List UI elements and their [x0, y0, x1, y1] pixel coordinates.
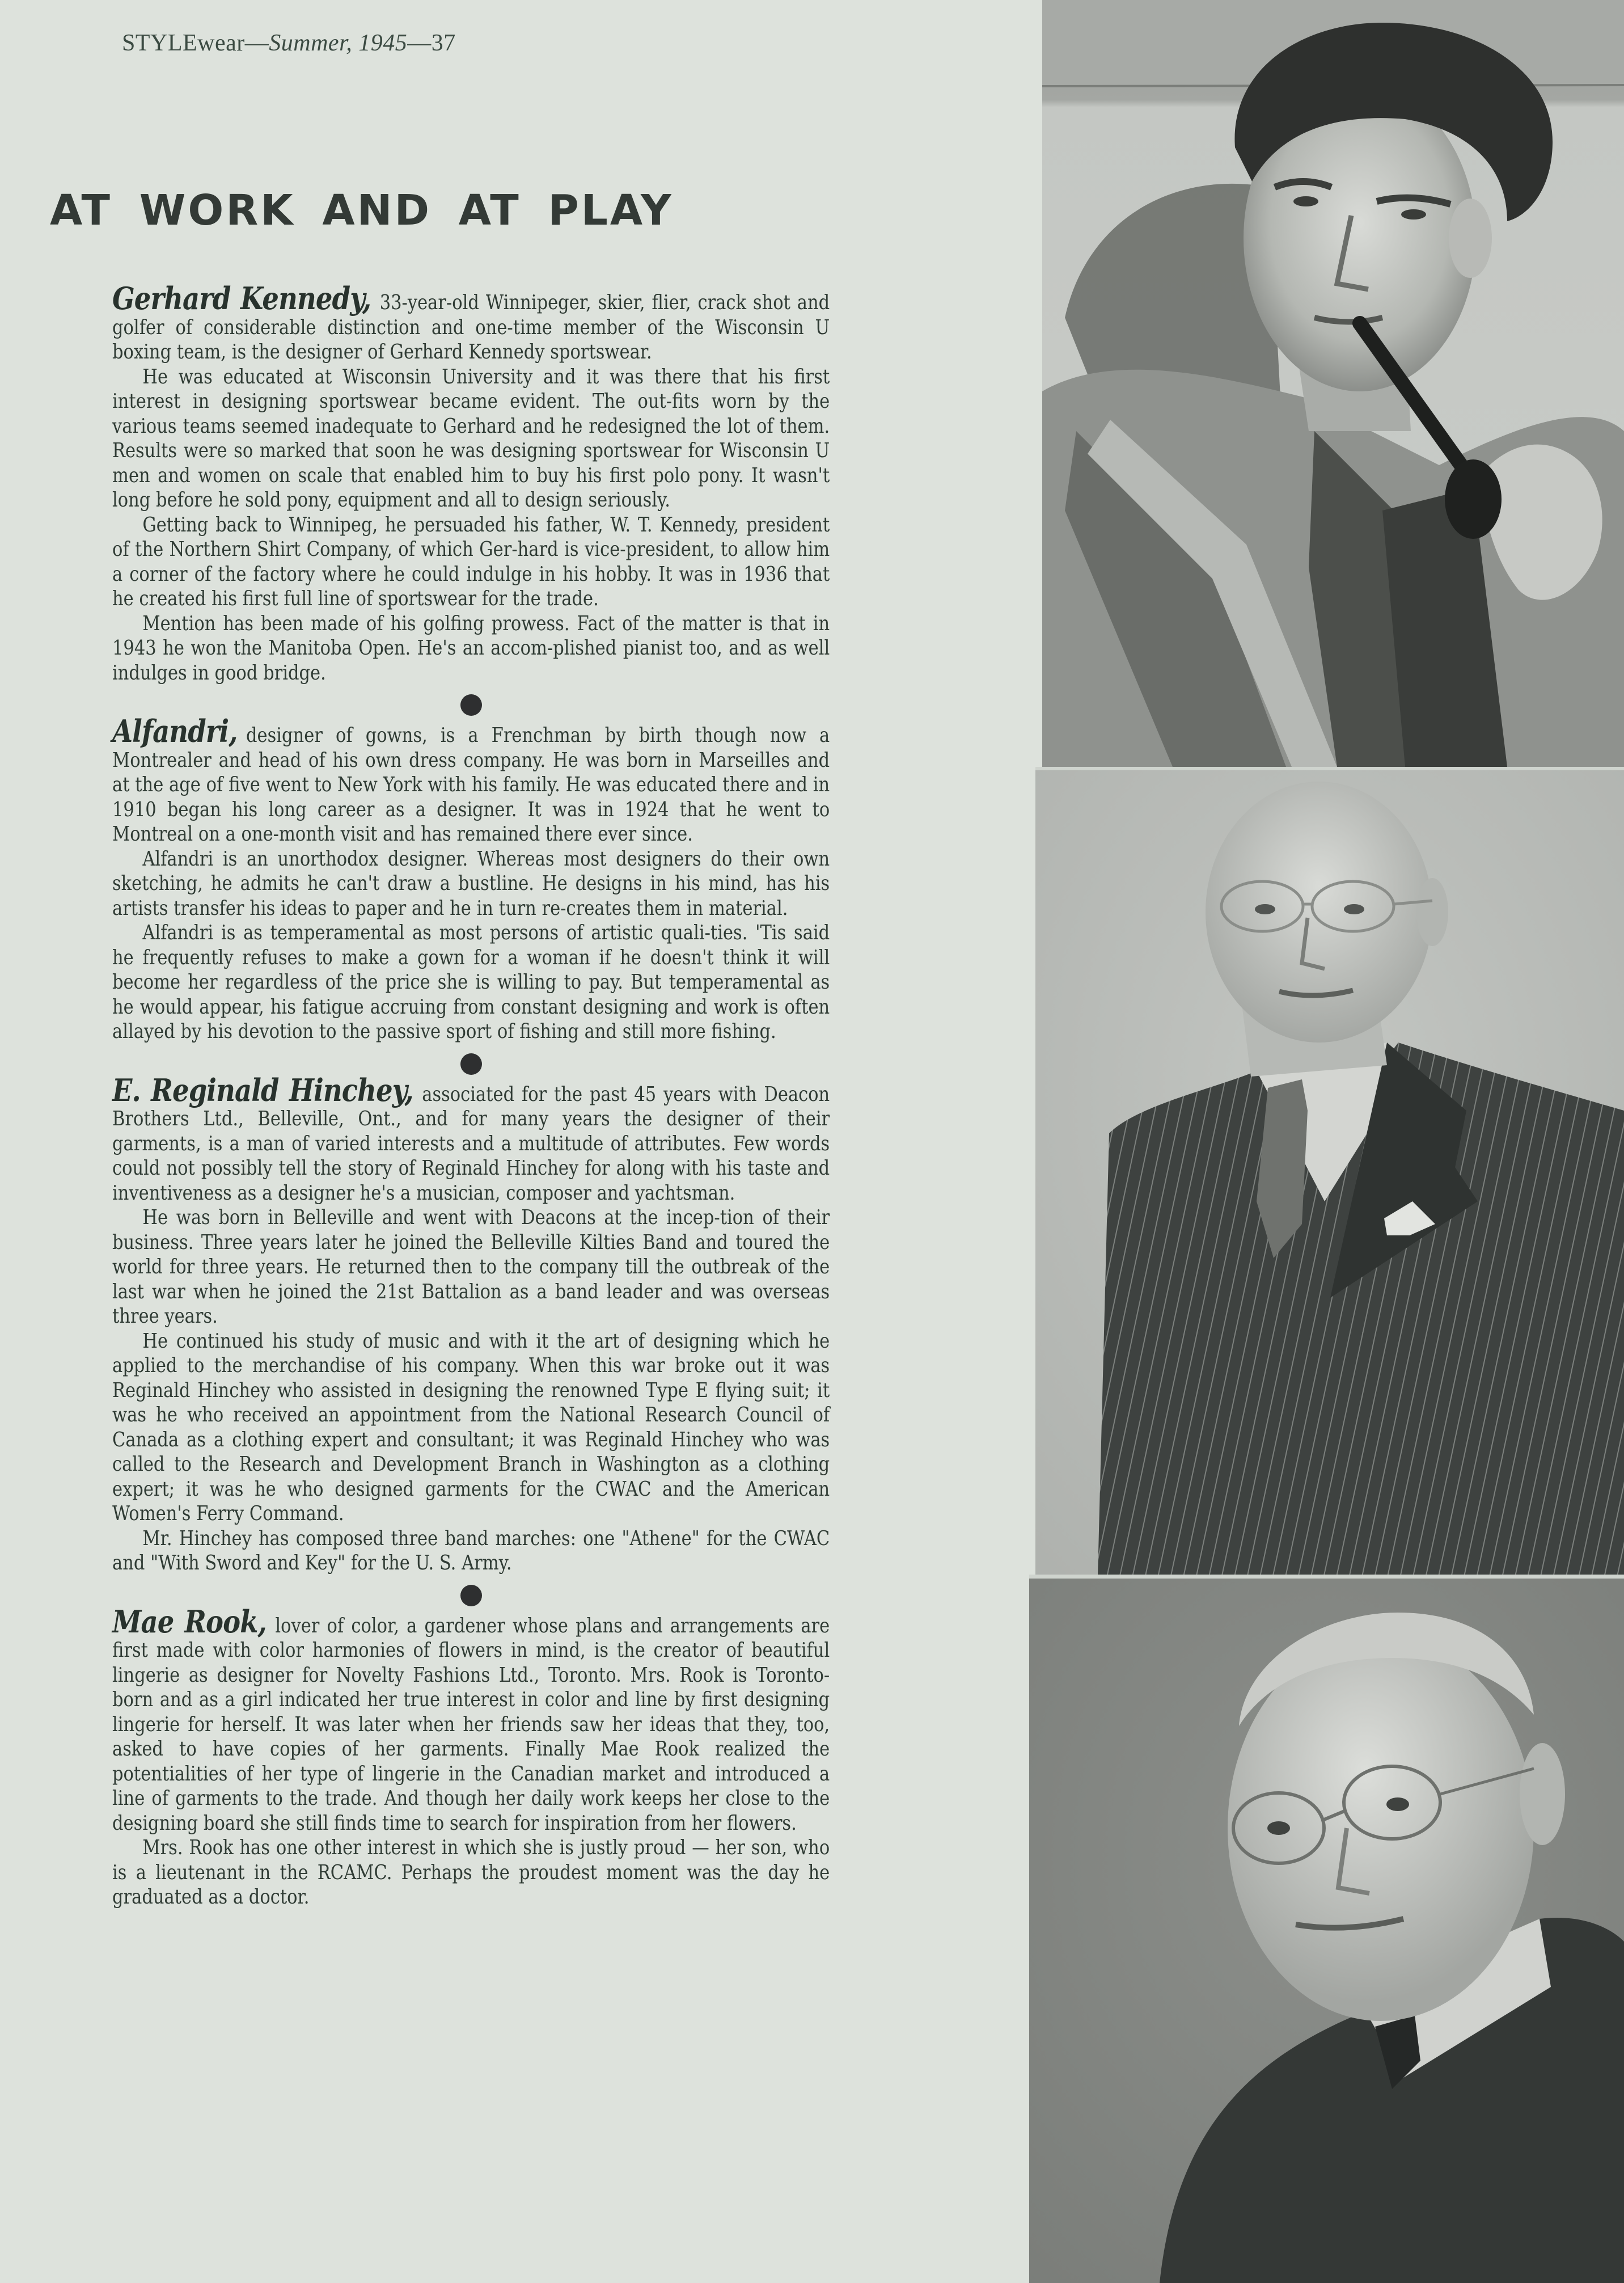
profile-alfandri	[112, 713, 830, 1044]
photo-divider	[1035, 767, 1624, 770]
paragraph-text: designer of gowns, is a Frenchman by birth though now a Montrealer and head of his own dress company. He was born in Marseilles and at the age of five went to New York with his family. He was educated there and in 1910 began his long career as a designer. It was in 1924 that he went to Montreal on a one-month visit and has remained there ever since.	[112, 724, 830, 846]
paragraph: He was educated at Wisconsin University and it was there that his first interest in designing sportswear became evident. The out-fits worn by the various teams seemed inadequate to Gerhard and he redesigned the lot of them. Results were so marked that soon he was designing sportswear for Wisconsin U men and women on scale that enabled him to buy his first polo pony. It wasn't long before he sold pony, equipment and all to design seriously.	[112, 365, 830, 512]
portrait-photo-man-in-pinstripe-suit	[1035, 770, 1624, 1575]
article-title: AT WORK AND AT PLAY	[50, 186, 674, 235]
paragraph	[112, 1603, 830, 1836]
portrait-image	[1042, 0, 1624, 767]
paragraph-text: 33-year-old Winnipeger, skier, flier, crack shot and golfer of considerable distinction and one-time member of the Wisconsin U boxing team, is the designer of Gerhard Kennedy sportswear.	[112, 291, 830, 364]
dash: —	[244, 30, 269, 56]
profile-name: Gerhard Kennedy,	[112, 280, 371, 317]
paragraph: He continued his study of music and with it the art of designing which he applied to the merchandise of his company. When this war broke out it was Reginald Hinchey who assisted in designing the renowned Type E flying suit; it was he who received an appointment from the National Research Council of Canada as a clothing expert and consultant; it was Reginald Hinchey who was called to the Research and Development Branch in Washington as a clothing expert; it was he who designed garments for the CWAC and the American Women's Ferry Command.	[112, 1329, 830, 1525]
profile-name: Mae Rook,	[112, 1603, 267, 1640]
page-number: 37	[431, 30, 456, 56]
paragraph	[112, 1071, 830, 1206]
paragraph: Mrs. Rook has one other interest in which she is justly proud — her son, who is a lieutenant in the RCAMC. Perhaps the proudest moment was the day he graduated as a doctor.	[112, 1836, 830, 1909]
profile-name: E. Reginald Hinchey,	[112, 1071, 413, 1108]
running-head	[122, 29, 456, 57]
publication-name: STYLEwear	[122, 30, 245, 56]
photo-divider	[1029, 1575, 1624, 1579]
profile-gerhard-kennedy	[112, 280, 830, 685]
paragraph: Alfandri is an unorthodox designer. Whereas most designers do their own sketching, he admits he can't draw a bustline. He designs in his mind, has his artists transfer his ideas to paper and he in turn re-creates them in material.	[112, 847, 830, 920]
bullet-ornament-icon	[460, 1585, 482, 1606]
paragraph	[112, 713, 830, 847]
dash: —	[407, 30, 432, 56]
paragraph: Mr. Hinchey has composed three band marches: one "Athene" for the CWAC and "With Sword and Key" for the U. S. Army.	[112, 1526, 830, 1575]
paragraph: Alfandri is as temperamental as most persons of artistic quali-ties. 'Tis said he frequently refuses to make a gown for a woman if he doesn't think it will become her regardless of the price she is willing to pay. But temperamental as he would appear, his fatigue accruing from constant designing and work is often allayed by his devotion to the passive sport of fishing and still more fishing.	[112, 921, 830, 1043]
profile-name: Alfandri,	[112, 713, 238, 749]
profile-reginald-hinchey	[112, 1071, 830, 1576]
paragraph: He was born in Belleville and went with Deacons at the incep-tion of their business. Three years later he joined the Belleville Kilties Band and toured the world for three years. He returned then to the company till the outbreak of the last war when he joined the 21st Battalion as a band leader and was overseas three years.	[112, 1206, 830, 1328]
paragraph-text: lover of color, a gardener whose plans and arrangements are first made with color harmonies of flowers in mind, is the creator of beautiful lingerie as designer for Novelty Fashions Ltd., Toronto. Mrs. Rook is Toronto-born and as a girl indicated her true interest in color and line by first designing lingerie for herself. It was later when her friends saw her ideas that they, too, asked to have copies of her garments. Finally Mae Rook realized the potentialities of her type of lingerie in the Canadian market and introduced a line of garments to the trade. And though her daily work keeps her close to the designing board she still finds time to search for inspiration from her flowers.	[112, 1614, 830, 1835]
portrait-photo-young-man-with-pipe	[1042, 0, 1624, 767]
paragraph	[112, 280, 830, 365]
profile-mae-rook	[112, 1603, 830, 1910]
issue-date: Summer, 1945	[269, 30, 408, 56]
portrait-image	[1035, 770, 1624, 1575]
bullet-ornament-icon	[460, 1053, 482, 1075]
bullet-ornament-icon	[460, 694, 482, 716]
article-body	[112, 280, 830, 1910]
paragraph: Mention has been made of his golfing prowess. Fact of the matter is that in 1943 he won the Manitoba Open. He's an accom-plished pianist too, and as well indulges in good bridge.	[112, 611, 830, 685]
paragraph-text: associated for the past 45 years with Deacon Brothers Ltd., Belleville, Ont., and for many years the designer of their garments, is a man of varied interests and a multitude of attributes. Few words could not possibly tell the story of Reginald Hinchey for along with his taste and inventiveness as a designer he's a musician, composer and yachtsman.	[112, 1082, 830, 1205]
paragraph: Getting back to Winnipeg, he persuaded his father, W. T. Kennedy, president of the Northern Shirt Company, of which Ger-hard is vice-president, to allow him a corner of the factory where he could indulge in his hobby. It was in 1936 that he created his first full line of sportswear for the trade.	[112, 513, 830, 610]
portrait-photo-older-man-with-glasses	[1029, 1579, 1624, 2283]
portrait-image	[1029, 1579, 1624, 2283]
